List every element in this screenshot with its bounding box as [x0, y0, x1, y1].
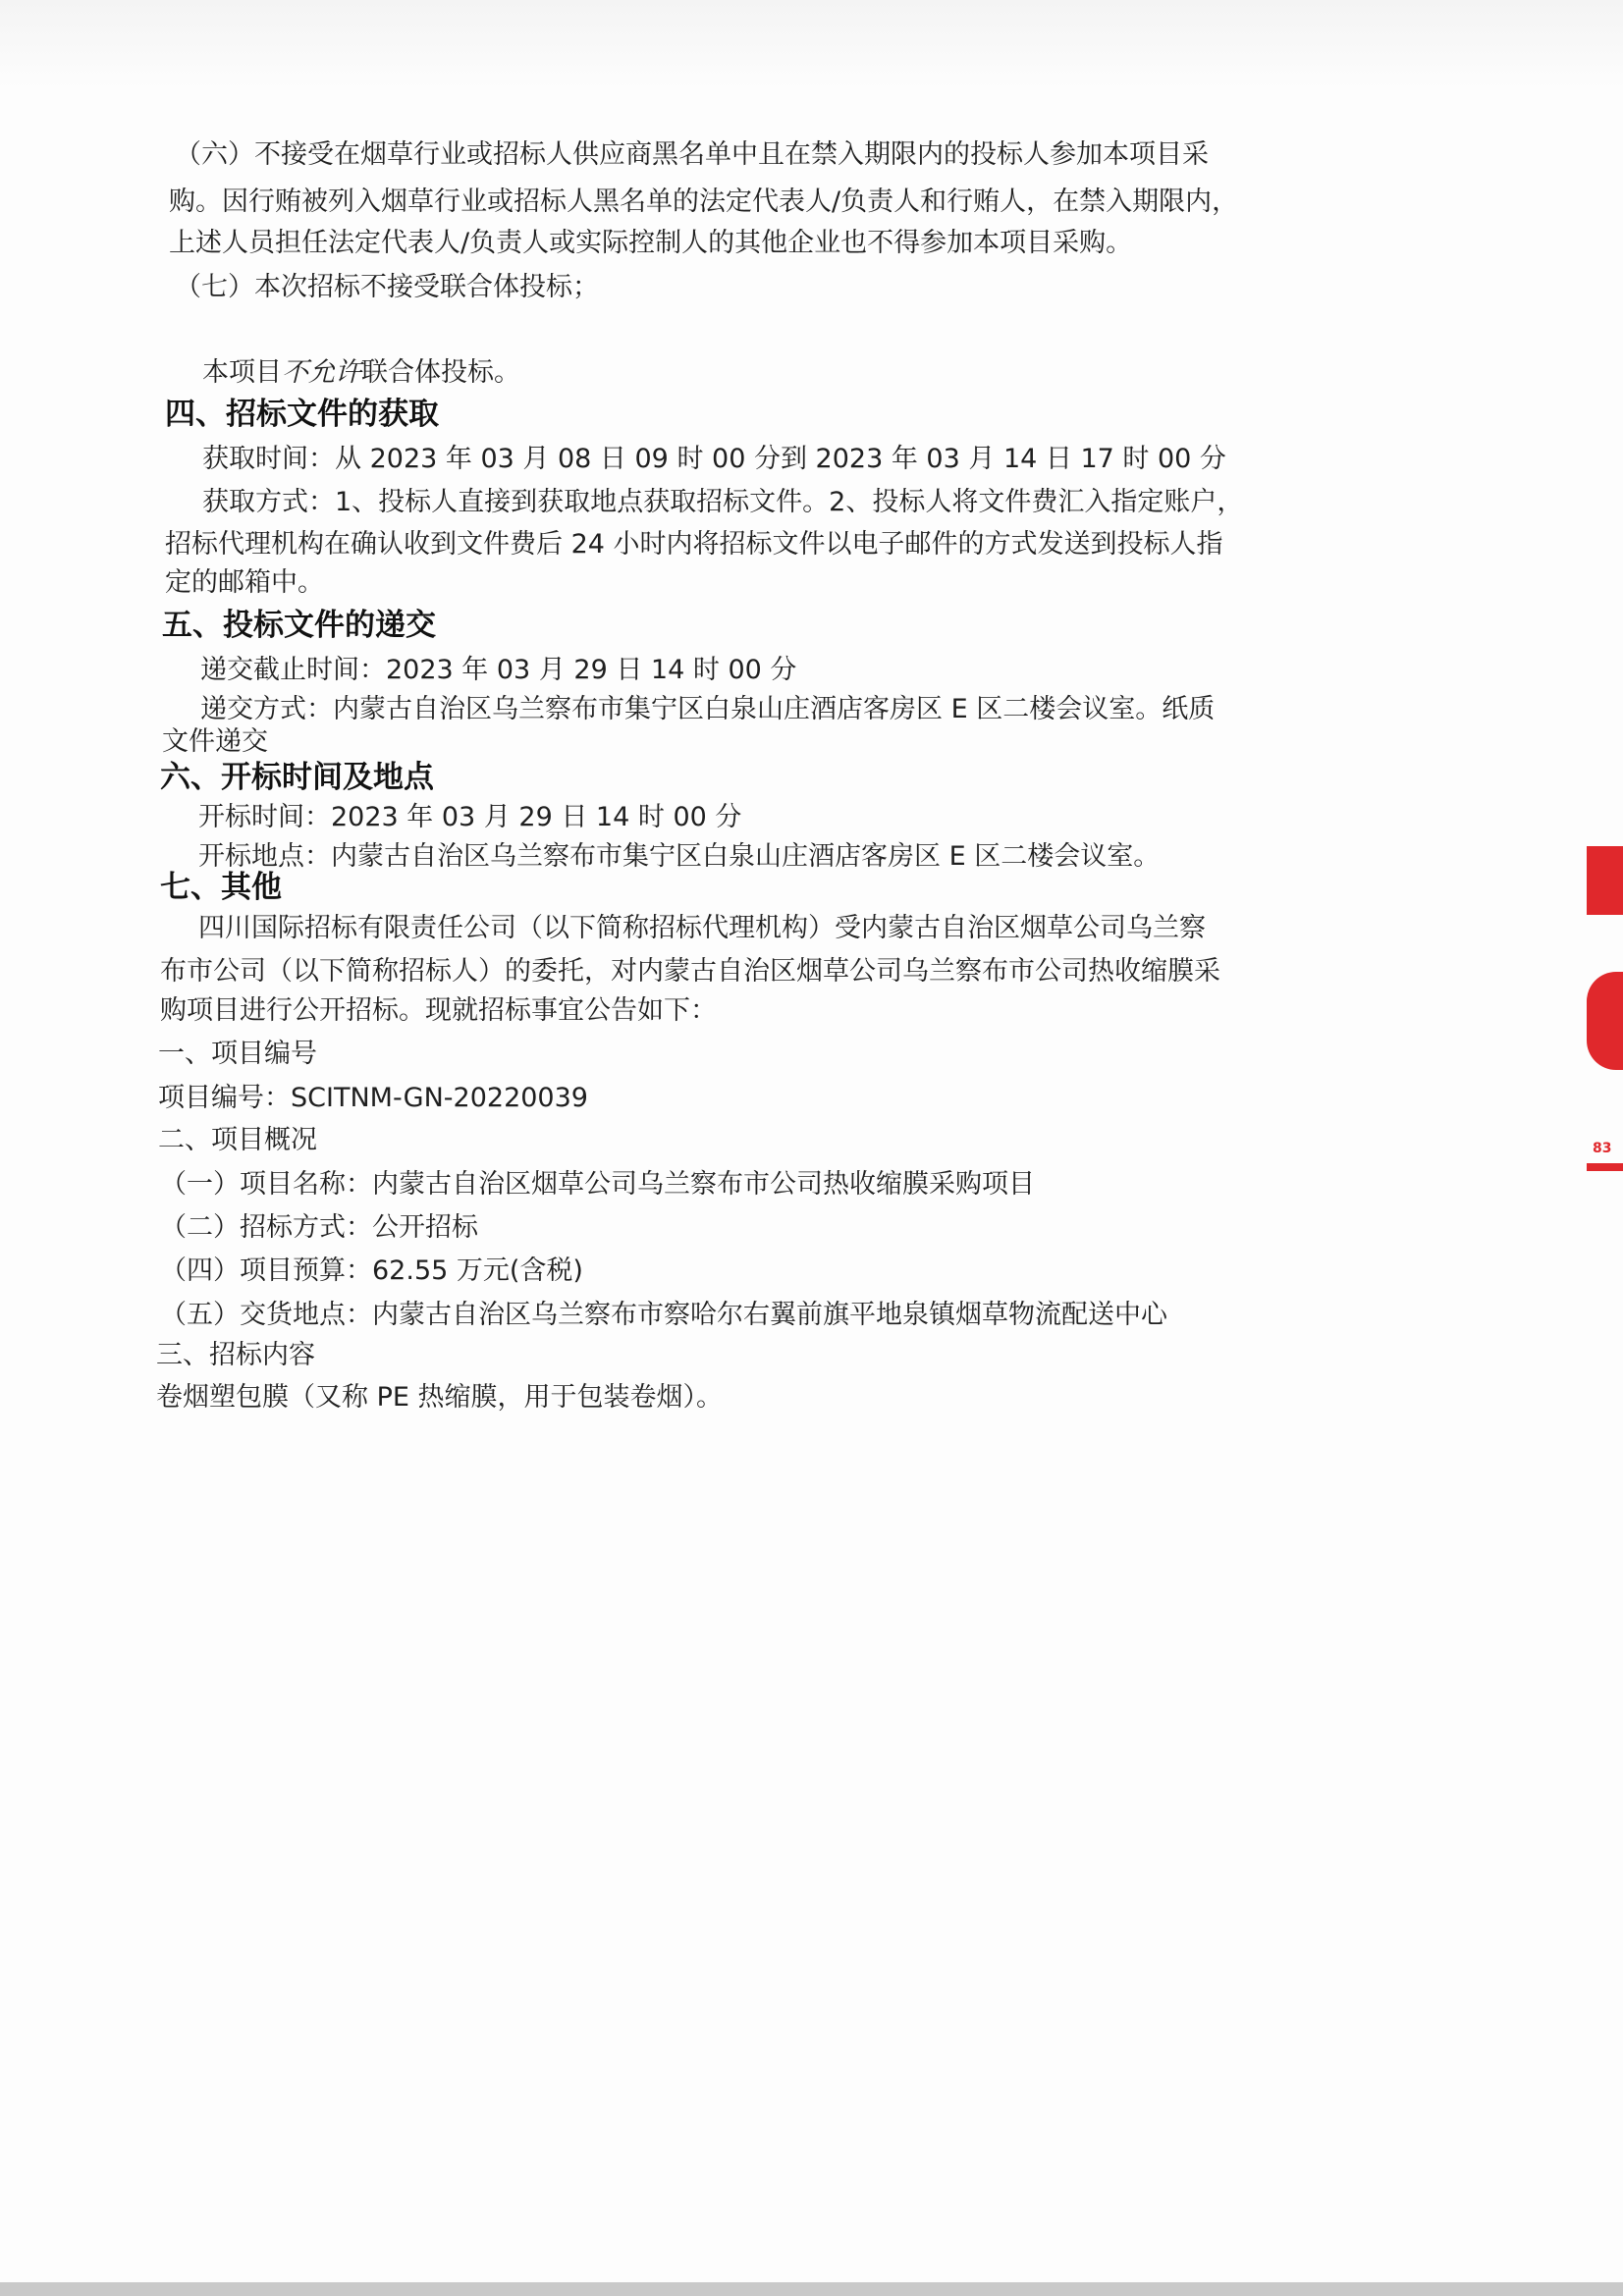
text-line: 三、招标内容	[156, 1340, 315, 1370]
text-line: 递交截止时间：2023 年 03 月 29 日 14 时 00 分	[200, 655, 797, 685]
text-line: 购项目进行公开招标。现就招标事宜公告如下：	[160, 995, 717, 1026]
seal-stamp-number: 83	[1593, 1141, 1612, 1156]
text-line: （四）项目预算：62.55 万元(含税)	[160, 1255, 583, 1286]
seal-stamp-fragment	[1587, 972, 1623, 1070]
seal-stamp-fragment	[1587, 846, 1623, 915]
section-heading: 七、其他	[160, 870, 282, 905]
text-line: 卷烟塑包膜（又称 PE 热缩膜，用于包装卷烟）。	[156, 1382, 724, 1413]
text-line: 二、项目概况	[158, 1125, 317, 1155]
section-heading: 四、招标文件的获取	[165, 397, 439, 432]
text-line	[202, 355, 520, 391]
text-line: 获取方式：1、投标人直接到获取地点获取招标文件。2、投标人将文件费汇入指定账户，	[202, 487, 1244, 517]
text-line: 定的邮箱中。	[165, 567, 324, 598]
text-line: 开标地点：内蒙古自治区乌兰察布市集宁区白泉山庄酒店客房区 E 区二楼会议室。	[198, 841, 1161, 872]
text-line: 布市公司（以下简称招标人）的委托，对内蒙古自治区烟草公司乌兰察布市公司热收缩膜采	[160, 956, 1220, 987]
text-line: 递交方式：内蒙古自治区乌兰察布市集宁区白泉山庄酒店客房区 E 区二楼会议室。纸质	[200, 694, 1216, 724]
text-line: （一）项目名称：内蒙古自治区烟草公司乌兰察布市公司热收缩膜采购项目	[160, 1169, 1035, 1200]
text-line: 上述人员担任法定代表人/负责人或实际控制人的其他企业也不得参加本项目采购。	[169, 228, 1133, 258]
scan-edge-bottom	[0, 2282, 1623, 2296]
text-line: 招标代理机构在确认收到文件费后 24 小时内将招标文件以电子邮件的方式发送到投标人指	[165, 529, 1223, 560]
text-line: （六）不接受在烟草行业或招标人供应商黑名单中且在禁入期限内的投标人参加本项目采	[175, 139, 1209, 170]
text-line: 开标时间：2023 年 03 月 29 日 14 时 00 分	[198, 802, 742, 832]
text-line: 四川国际招标有限责任公司（以下简称招标代理机构）受内蒙古自治区烟草公司乌兰察	[198, 913, 1206, 943]
text-line: （五）交货地点：内蒙古自治区乌兰察布市察哈尔右翼前旗平地泉镇烟草物流配送中心	[160, 1300, 1167, 1330]
section-heading: 六、开标时间及地点	[160, 760, 434, 795]
text-line: （七）本次招标不接受联合体投标；	[175, 272, 599, 302]
text-segment: 联合体投标。	[361, 357, 520, 388]
text-line: 获取时间：从 2023 年 03 月 08 日 09 时 00 分到 2023 年 03 月 14 日 17 时 00 分	[202, 444, 1226, 474]
emphasis-text: 不允许	[282, 357, 361, 388]
section-heading: 五、投标文件的递交	[162, 608, 436, 643]
scan-shadow-top	[0, 0, 1623, 88]
text-line: 购。因行贿被列入烟草行业或招标人黑名单的法定代表人/负责人和行贿人，在禁入期限内，	[169, 187, 1239, 217]
text-line: 文件递交	[162, 726, 268, 757]
text-line: 项目编号：SCITNM-GN-20220039	[158, 1083, 588, 1113]
seal-stamp-fragment	[1587, 1163, 1623, 1171]
text-line: 一、项目编号	[158, 1039, 317, 1069]
text-line: （二）招标方式：公开招标	[160, 1212, 478, 1243]
text-segment: 本项目	[202, 357, 282, 388]
